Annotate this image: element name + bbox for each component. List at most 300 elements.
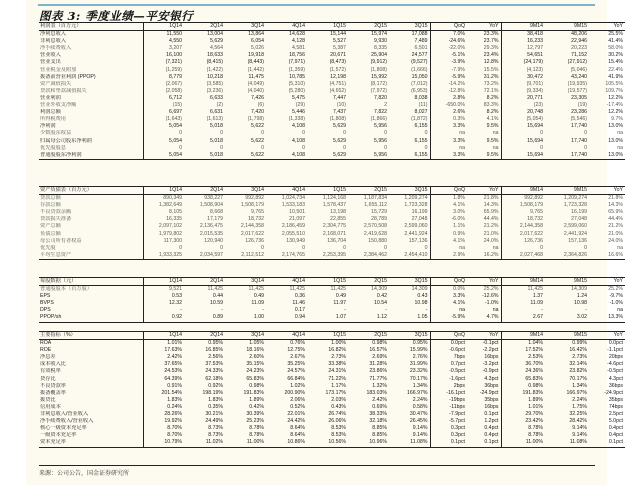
cell-2q15: (8,172)	[370, 80, 387, 87]
page-left-margin	[0, 0, 26, 485]
cell-2q14: 11,425	[207, 286, 223, 293]
cell-yoy: 12.2%	[608, 94, 623, 101]
section-header-row	[39, 23, 625, 31]
table-row	[39, 238, 625, 245]
cell-yoy: 65.9%	[467, 209, 501, 216]
cell-2q14: 0.44	[212, 293, 223, 300]
cell-9m15: 48,206	[571, 31, 587, 38]
cell-yoy: 23.3%	[467, 31, 501, 39]
cell-9m14: 191.83%	[522, 389, 543, 396]
cell-3q15: 1.34%	[389, 383, 430, 390]
row-label: 拨备前营业利润 (PPOP)	[39, 74, 143, 81]
cell-yoy: 22.4%	[608, 66, 623, 73]
cell-3q15: 27,048	[389, 216, 430, 223]
cell-2q15: 71.77%	[369, 375, 387, 382]
row-label: 优先股股息	[39, 145, 143, 152]
cell-4q14: 8.64%	[290, 432, 305, 439]
cell-9m15: 11.08%	[545, 439, 589, 447]
cell-9m14: 20,748	[527, 109, 543, 116]
cell-3q15: (1,872)	[389, 116, 430, 123]
cell-yoy: 31.2%	[467, 74, 501, 81]
cell-9m14: 8.78%	[528, 432, 543, 439]
cell-2q14: 2.56%	[208, 354, 223, 361]
cell-yoy: 41.9%	[608, 73, 623, 80]
cell-qoq: -5.1%	[451, 52, 465, 59]
cell-1q14: 16,335	[166, 216, 182, 223]
cell-qoq: 0.1pct	[430, 439, 467, 447]
cell-yoy: 35bps	[608, 396, 623, 403]
cell-2q15: 8.85%	[372, 425, 387, 432]
cell-1q15: (1,808)	[329, 116, 346, 123]
cell-qoq: 4.1%	[453, 237, 465, 244]
table-income-statement	[39, 22, 625, 160]
cell-2q15: 1.12	[348, 314, 389, 322]
cell-qoq: -5.7pct	[449, 418, 465, 425]
cell-yoy: na	[617, 130, 623, 137]
cell-qoq: -19bps	[449, 396, 465, 403]
cell-9m15: -	[585, 307, 587, 314]
cell-2q14: 6,633	[210, 94, 223, 101]
cell-4q14: 0.17	[294, 307, 305, 314]
cell-qoq: -7.9pct	[449, 411, 465, 418]
cell-yoy: 1.2pct	[467, 418, 501, 425]
table-row	[39, 102, 625, 109]
cell-2q14: (1,613)	[206, 116, 223, 123]
cell-9m14: 1.37	[532, 293, 543, 300]
cell-1q14: -	[180, 307, 182, 314]
cell-9m15: 17,740	[545, 152, 589, 160]
cell-qoq: 4.1%	[453, 202, 465, 209]
cell-1q15: 1.00%	[331, 340, 346, 347]
cell-9m15: (5,546)	[570, 116, 587, 123]
cell-yoy: 14.3%	[608, 202, 623, 209]
table-row	[39, 59, 625, 66]
cell-9m15: 2,364,826	[545, 252, 589, 260]
cell-qoq: 0.0%	[453, 286, 465, 293]
cell-qoq: -650.0%	[445, 102, 465, 109]
cell-9m15: 23,305	[571, 94, 587, 101]
cell-yoy: na	[467, 145, 501, 152]
cell-qoq: 0.3%	[453, 116, 465, 123]
cell-qoq: 2.6%	[453, 109, 465, 116]
cell-qoq: -11bps	[449, 403, 465, 410]
row-label: 净利润	[39, 123, 143, 130]
cell-2q14: 8.73%	[208, 425, 223, 432]
cell-1q14: (1,643)	[165, 116, 182, 123]
cell-1q14: 4,550	[169, 38, 182, 45]
table-row	[39, 411, 625, 418]
cell-qoq: 0.7pct	[450, 361, 465, 368]
cell-9m15: 71,152	[571, 52, 587, 59]
cell-3q14: 5,026	[251, 45, 264, 52]
cell-3q14: 0.49	[253, 293, 264, 300]
cell-9m14: 1.04%	[528, 340, 543, 347]
table-row	[39, 123, 625, 130]
cell-2q15: 15,992	[371, 73, 387, 80]
cell-1q14: 1.01%	[167, 340, 182, 347]
cell-3q14: 11.00%	[225, 439, 266, 447]
cell-2q14: 0	[220, 144, 223, 151]
cell-4q14: 11.46	[292, 300, 305, 307]
cell-9m14: 0.98%	[528, 382, 543, 389]
cell-1q14: 1,979,802	[158, 230, 182, 237]
cell-1q14: 201.54%	[161, 389, 182, 396]
cell-yoy: 0.0pct	[608, 340, 623, 347]
cell-3q14: 1,508,179	[240, 202, 264, 209]
cell-2q15: 5,956	[374, 137, 387, 144]
cell-yoy: 25.2%	[467, 286, 501, 294]
cell-yoy: 21.2%	[467, 223, 501, 230]
column-header-yoy: YoY	[589, 278, 625, 286]
cell-2q14: 62.18%	[205, 375, 223, 382]
row-label: BVPS	[39, 300, 143, 307]
cell-9m14: 18,732	[527, 216, 543, 223]
cell-4q14: 1,533,183	[281, 202, 305, 209]
cell-4q14: (1,359)	[288, 66, 305, 73]
cell-2q14: 0.35%	[208, 403, 223, 410]
cell-yoy: 36bps	[467, 383, 501, 390]
cell-yoy: 15.5%	[467, 67, 501, 74]
table-row	[39, 432, 625, 439]
exhibit-sheet	[26, 0, 623, 485]
row-label: 营业外收支净额	[39, 102, 143, 109]
cell-3q14: 1.05%	[249, 340, 264, 347]
column-header-9m15: 9M15	[545, 23, 589, 31]
cell-1q15: 2,304,775	[322, 223, 346, 230]
cell-1q15: 16.82%	[328, 347, 346, 354]
cell-3q14: 11.09	[251, 300, 264, 307]
cell-yoy: 9.5%	[467, 123, 501, 130]
cell-3q15: 70.17%	[389, 376, 430, 383]
table-row	[39, 245, 625, 252]
cell-9m15: 3.02	[545, 314, 589, 322]
cell-9m15: 28.42%	[569, 418, 587, 425]
cell-4q14: 4,581	[292, 45, 305, 52]
cell-yoy: 13.0%	[608, 137, 623, 144]
cell-3q15: 0.95%	[389, 340, 430, 348]
cell-1q14: 1,933,325	[143, 252, 184, 260]
cell-yoy: 15.4%	[608, 59, 623, 66]
cell-2q14: (1,422)	[206, 66, 223, 73]
cell-4q14: 4,108	[292, 123, 305, 130]
cell-9m14: 15,694	[527, 123, 543, 130]
cell-2q14: 8.73%	[208, 432, 223, 439]
column-header-3q15: 3Q15	[389, 187, 430, 195]
table-row	[39, 307, 625, 314]
cell-yoy: 20bps	[608, 354, 623, 361]
cell-4q14: 2,174,765	[266, 252, 307, 260]
column-header-3q15: 3Q15	[389, 278, 430, 286]
row-label: 有效税率	[39, 368, 143, 375]
cell-9m15: 1.75%	[572, 403, 587, 410]
cell-3q14: 11,425	[248, 286, 264, 293]
cell-yoy: -24.9pct	[467, 390, 501, 397]
cell-3q14: (6)	[257, 102, 264, 109]
cell-3q15: 1,209,274	[389, 195, 430, 203]
column-header-qoq: QoQ	[430, 278, 467, 286]
column-header-qoq: QoQ	[430, 187, 467, 195]
table-row	[39, 347, 625, 354]
cell-9m14: 23.42%	[525, 418, 543, 425]
cell-3q14: 1.00	[225, 314, 266, 322]
source-rule	[39, 465, 595, 466]
cell-1q14: 0.24%	[167, 403, 182, 410]
cell-yoy: 74bps	[608, 403, 623, 410]
cell-9m15: 9.14%	[572, 432, 587, 439]
row-label: 贷款总额	[39, 195, 143, 203]
cell-3q15: 1.05	[389, 314, 430, 322]
cell-1q14: 8.70%	[167, 432, 182, 439]
cell-9m14: 11,425	[527, 286, 543, 293]
cell-3q15: 8,038	[389, 95, 430, 102]
cell-1q15: 0	[343, 130, 346, 137]
row-label: 拨贷比	[39, 397, 143, 404]
cell-9m15: 23.82%	[569, 368, 587, 375]
column-header-2q14: 2Q14	[184, 278, 225, 286]
cell-4q14: 35.25%	[287, 361, 305, 368]
cell-2q15: 0.69%	[372, 403, 387, 410]
cell-9m15: 1.24	[576, 293, 587, 300]
cell-2q14: 0.95%	[208, 340, 223, 347]
cell-yoy: 8.2%	[467, 109, 501, 116]
cell-yoy: 13.0%	[608, 123, 623, 130]
cell-qoq: -3.9%	[451, 59, 465, 66]
cell-4q14: 10,785	[289, 73, 305, 80]
cell-yoy: -0.1pct	[467, 340, 501, 348]
cell-qoq: 3.3%	[430, 152, 467, 160]
cell-3q14: 11,475	[248, 73, 264, 80]
cell-1q15: 8.53%	[331, 425, 346, 432]
cell-yoy: 83.3%	[467, 102, 501, 109]
cell-1q15: 10.56%	[307, 439, 348, 447]
cell-9m14: 15,694	[527, 137, 543, 144]
cell-qoq: 1.1%	[453, 223, 465, 230]
cell-1q14: 8,779	[169, 73, 182, 80]
cell-3q14: 191.83%	[243, 389, 264, 396]
cell-1q14: 0.53	[171, 293, 182, 300]
cell-3q14: 18,732	[248, 216, 264, 223]
cell-yoy: 12.8%	[467, 59, 501, 66]
cell-9m15: (5,046)	[570, 66, 587, 73]
cell-9m15: 1,209,274	[563, 195, 587, 202]
column-header-9m15: 9M15	[545, 332, 589, 340]
cell-1q15: 1,124,168	[322, 195, 346, 202]
cell-9m14: 2,144,358	[519, 223, 543, 230]
row-label: DPS	[39, 307, 143, 314]
cell-9m15: 2,599,060	[563, 223, 587, 230]
cell-2q14: (3,236)	[206, 87, 223, 94]
cell-yoy: 4.1%	[467, 116, 501, 123]
row-label: 核心一级资本充足率	[39, 425, 143, 432]
cell-3q14: 19,918	[248, 52, 264, 59]
cell-2q14: 4,564	[210, 45, 223, 52]
cell-yoy: na	[617, 244, 623, 251]
table-row	[39, 152, 625, 160]
row-label: 母公司所有者权益	[39, 238, 143, 245]
section-header-label: 资产负债表（百万元）	[39, 187, 143, 195]
cell-yoy: 0.1pct	[467, 411, 501, 418]
cell-3q15: (1,666)	[389, 67, 430, 74]
cell-9m14: 29.70%	[525, 411, 543, 418]
cell-qoq: -14.2%	[448, 80, 465, 87]
cell-yoy: na	[467, 130, 501, 137]
cell-9m15: (19,577)	[567, 87, 587, 94]
cell-2q15: 0	[384, 130, 387, 137]
cell-2q14: 2,034,597	[184, 252, 225, 260]
cell-9m14: 17.52%	[525, 347, 543, 354]
cell-qoq: 7bps	[453, 354, 465, 361]
cell-2q15: 8,335	[374, 45, 387, 52]
cell-1q14: 8.70%	[167, 425, 182, 432]
cell-3q14: 7,420	[251, 109, 264, 116]
table-row	[39, 202, 625, 209]
cell-9m14: 38,418	[527, 31, 543, 38]
cell-3q15: 0	[389, 245, 430, 252]
table-row	[39, 314, 625, 322]
cell-3q14: 0.42%	[249, 403, 264, 410]
row-label: 贷存比	[39, 376, 143, 383]
cell-3q15: 6,155	[389, 152, 430, 160]
cell-1q14: 64.39%	[164, 375, 182, 382]
cell-yoy: 0.4pct	[608, 432, 623, 439]
cell-1q14: (15)	[172, 102, 182, 109]
cell-4q14: (1,338)	[288, 116, 305, 123]
cell-9m14: 11.00%	[501, 439, 545, 447]
cell-2q14: 17,179	[207, 216, 223, 223]
cell-yoy: -4.6pct	[607, 361, 623, 368]
table-row	[39, 439, 625, 447]
cell-2q15: 10.96%	[348, 439, 389, 447]
table-row	[39, 31, 625, 39]
cell-2q14: (8,415)	[206, 59, 223, 66]
cell-4q14: 4,108	[292, 137, 305, 144]
cell-1q15: 26.74%	[328, 411, 346, 418]
cell-1q14: 9,521	[169, 286, 182, 293]
cell-3q14: 8.78%	[249, 432, 264, 439]
cell-2q14: 16.85%	[205, 347, 223, 354]
column-header-9m14: 9M14	[501, 332, 545, 340]
cell-3q15: 17,088	[389, 31, 430, 39]
column-header-2q14: 2Q14	[184, 332, 225, 340]
cell-3q15: 2,599,060	[389, 223, 430, 230]
cell-2q14: 8,668	[210, 209, 223, 216]
column-header-3q14: 3Q14	[225, 278, 266, 286]
cell-4q14: 4,108	[266, 152, 307, 160]
cell-1q15: 2.73%	[331, 354, 346, 361]
row-label: 负债总额	[39, 231, 143, 238]
cell-3q15: 1,723,328	[389, 202, 430, 209]
cell-2q14: 13,004	[207, 31, 223, 38]
cell-3q15: 0	[389, 130, 430, 137]
cell-1q14: 0.92	[143, 314, 184, 322]
cell-9m15: 23,286	[571, 109, 587, 116]
cell-1q14: 117,300	[163, 237, 182, 244]
cell-3q14: 126,736	[245, 237, 264, 244]
cell-1q14: 19.92%	[164, 418, 182, 425]
cell-2q15: 2,570,508	[363, 223, 387, 230]
cell-3q14: 9,765	[251, 209, 264, 216]
cell-1q14: 37.65%	[164, 361, 182, 368]
row-label: 营业税金及附加	[39, 67, 143, 74]
cell-3q15: 6,155	[389, 138, 430, 145]
column-header-qoq: QoQ	[430, 23, 467, 31]
cell-1q15: 8.53%	[331, 432, 346, 439]
row-label: 资产减值损失	[39, 81, 143, 88]
cell-3q15: 8,027	[389, 109, 430, 116]
cell-4q14: 0.36	[294, 293, 305, 300]
cell-qoq: 4.1%	[453, 300, 465, 307]
cell-yoy: 21.0%	[467, 231, 501, 238]
cell-yoy: -1.0%	[609, 300, 623, 307]
cell-yoy: 24.0%	[608, 237, 623, 244]
cell-4q14: 1,024,734	[281, 195, 305, 202]
cell-9m15: 10.98	[574, 300, 587, 307]
column-header-yoy: YoY	[589, 332, 625, 340]
cell-2q14: 10,218	[207, 73, 223, 80]
cell-3q14: 0	[261, 244, 264, 251]
cell-1q15: 2.03%	[331, 396, 346, 403]
cell-4q14: 0	[302, 144, 305, 151]
table-row	[39, 293, 625, 300]
cell-1q14: 2.42%	[167, 354, 182, 361]
table-row	[39, 390, 625, 397]
cell-yoy: 109.7%	[605, 87, 623, 94]
cell-2q15: 183.03%	[366, 389, 387, 396]
cell-3q14: (1,442)	[247, 66, 264, 73]
column-header-1q15: 1Q15	[307, 332, 348, 340]
row-label: 贷款和垫款减值损失	[39, 88, 143, 95]
column-header-3q14: 3Q14	[225, 332, 266, 340]
cell-3q15: (9,527)	[389, 59, 430, 66]
cell-3q14: (4,040)	[247, 87, 264, 94]
cell-yoy: 0.1pct	[589, 439, 625, 447]
cell-1q14: 12.32	[169, 300, 182, 307]
cell-9m15: (19)	[577, 102, 587, 109]
cell-9m14: 0	[540, 130, 543, 137]
cell-9m14: 36.70%	[525, 361, 543, 368]
row-label: 所得税费用	[39, 116, 143, 123]
cell-yoy: 16.6%	[589, 252, 625, 260]
cell-yoy: 30.2%	[608, 52, 623, 59]
row-label: 利润总额	[39, 109, 143, 116]
cell-3q15: 0.43	[389, 293, 430, 300]
column-header-1q15: 1Q15	[307, 278, 348, 286]
cell-3q14: 2,112,512	[225, 252, 266, 260]
table-row	[39, 361, 625, 368]
row-label: 平均生息资产	[39, 252, 143, 260]
row-label: 净手续费收入	[39, 45, 143, 52]
cell-9m15: 0.99%	[572, 340, 587, 347]
cell-4q14: 14,628	[289, 31, 305, 38]
table-row	[39, 286, 625, 294]
cell-3q14: (8,443)	[247, 59, 264, 66]
cell-9m15: 0	[584, 130, 587, 137]
column-header-2q15: 2Q15	[348, 332, 389, 340]
cell-3q15: 15.99%	[389, 347, 430, 354]
cell-4q14: 2.67%	[290, 354, 305, 361]
row-label: 非利息收入	[39, 38, 143, 45]
cell-9m14: (4,123)	[526, 66, 543, 73]
cell-3q15: 166.97%	[389, 390, 430, 397]
cell-1q14: 28.26%	[164, 411, 182, 418]
cell-2q14: 0	[220, 244, 223, 251]
cell-9m14: 54,651	[527, 52, 543, 59]
cell-3q15: 11.08%	[389, 439, 430, 447]
column-header-1q15: 1Q15	[307, 187, 348, 195]
cell-3q15: 6,155	[389, 123, 430, 130]
cell-2q15: 23.86%	[369, 368, 387, 375]
cell-1q14: 17.63%	[164, 347, 182, 354]
